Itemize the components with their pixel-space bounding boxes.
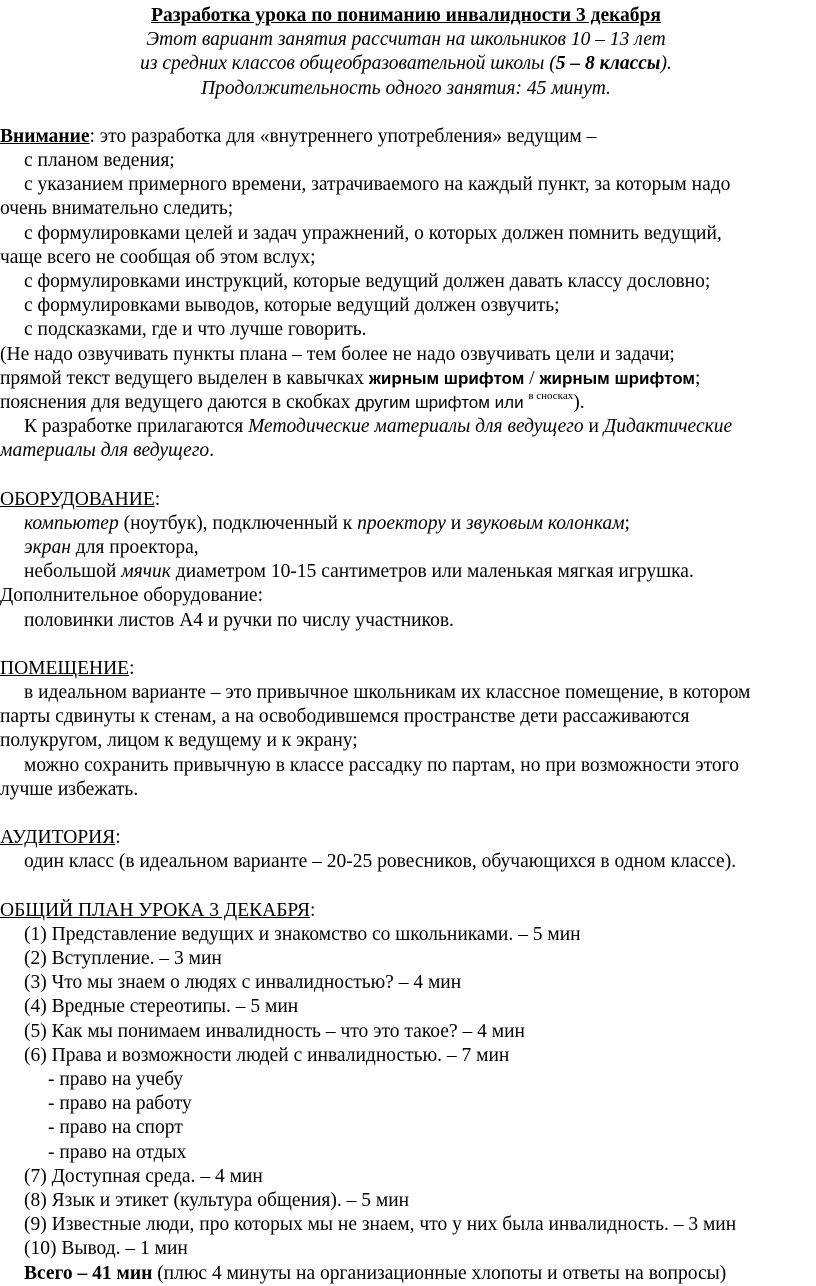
attention-item: с формулировками выводов, которые ведущий должен озвучить; [24,295,560,317]
attention-intro: Внимание: это разработка для «внутреннего употребления» ведущим – [0,125,597,147]
note-line-2: прямой текст ведущего выделен в кавычках жирным шрифтом / жирным шрифтом; [0,367,701,389]
plan-item: (9) Известные люди, про которых мы не знаем, что у них была инвалидность. – 3 мин [24,1214,737,1236]
plan-subitem: - право на работу [48,1093,192,1115]
attachments-line-cont: материалы для ведущего. [0,440,215,462]
plan-item: (2) Вступление. – 3 мин [24,947,222,969]
plan-subitem: - право на спорт [48,1117,183,1139]
plan-subitem: - право на отдых [48,1141,187,1163]
plan-heading: ОБЩИЙ ПЛАН УРОКА 3 ДЕКАБРЯ: [0,899,316,921]
audience-heading: АУДИТОРИЯ: [0,827,121,849]
equipment-item: экран для проектора, [24,537,199,559]
attachments-line: К разработке прилагаются Методические материалы для ведущего и Дидактические [24,416,733,438]
attention-item: с формулировками инструкций, которые ведущий должен давать классу дословно; [24,271,711,293]
plan-item: (3) Что мы знаем о людях с инвалидностью? – 4 мин [24,972,462,994]
room-line: полукругом, лицом к ведущему и к экрану; [0,730,358,752]
subtitle-line-1: Этот вариант занятия рассчитан на школьников 10 – 13 лет [146,29,666,51]
plan-item: (4) Вредные стереотипы. – 5 мин [24,996,299,1018]
attention-label: Внимание [0,125,90,147]
subtitle-line-2: из средних классов общеобразовательной школы (5 – 8 классы). [140,53,672,75]
attention-item-cont: очень внимательно следить; [0,198,234,220]
document-page [0,4,812,1286]
audience-line: один класс (в идеальном варианте – 20-25 ровесников, обучающихся в одном классе). [24,851,737,873]
equipment-heading: ОБОРУДОВАНИЕ: [0,488,161,510]
plan-item: (6) Права и возможности людей с инвалидностью. – 7 мин [24,1044,510,1066]
attention-item: с формулировками целей и задач упражнений, о которых должен помнить ведущий, [24,222,722,244]
plan-subitem: - право на учебу [48,1068,184,1090]
document-title: Разработка урока по пониманию инвалидности 3 декабря [151,5,661,26]
attention-item-cont: чаще всего не сообщая об этом вслух; [0,246,316,268]
plan-item: (10) Вывод. – 1 мин [24,1238,188,1260]
note-line-3: пояснения для ведущего даются в скобках другим шрифтом или $^{в сносках}$). [0,390,585,414]
plan-item: (7) Доступная среда. – 4 мин [24,1165,263,1187]
subtitle-duration: Продолжительность одного занятия: 45 минут. [201,77,611,99]
room-line: парты сдвинуты к стенам, а на освободившемся пространстве дети рассаживаются [0,706,690,728]
note-line-1: (Не надо озвучивать пункты плана – тем более не надо озвучивать цели и задачи; [0,343,675,365]
plan-total: Всего – 41 мин (плюс 4 минуты на организационные хлопоты и ответы на вопросы) [24,1262,727,1284]
attention-item: с указанием примерного времени, затрачиваемого на каждый пункт, за которым надо [24,174,731,196]
plan-item: (1) Представление ведущих и знакомство со школьниками. – 5 мин [24,923,581,945]
equipment-item: компьютер (ноутбук), подключенный к проектору и звуковым колонкам; [24,512,630,534]
attention-item: с планом ведения; [24,150,175,172]
room-heading: ПОМЕЩЕНИЕ: [0,657,135,679]
equipment-extra-item: половинки листов А4 и ручки по числу участников. [24,609,454,631]
attention-item: с подсказками, где и что лучше говорить. [24,319,367,341]
equipment-extra-label: Дополнительное оборудование: [0,585,263,607]
equipment-item: небольшой мячик диаметром 10-15 сантиметров или маленькая мягкая игрушка. [24,561,694,583]
room-line: лучше избежать. [0,778,139,800]
room-line: в идеальном варианте – это привычное школьникам их классное помещение, в котором [24,682,751,704]
plan-item: (8) Язык и этикет (культура общения). – 5 мин [24,1189,410,1211]
room-line: можно сохранить привычную в классе рассадку по партам, но при возможности этого [24,754,739,776]
plan-item: (5) Как мы понимаем инвалидность – что это такое? – 4 мин [24,1020,525,1042]
footnote-marker: в сносках [528,390,574,403]
